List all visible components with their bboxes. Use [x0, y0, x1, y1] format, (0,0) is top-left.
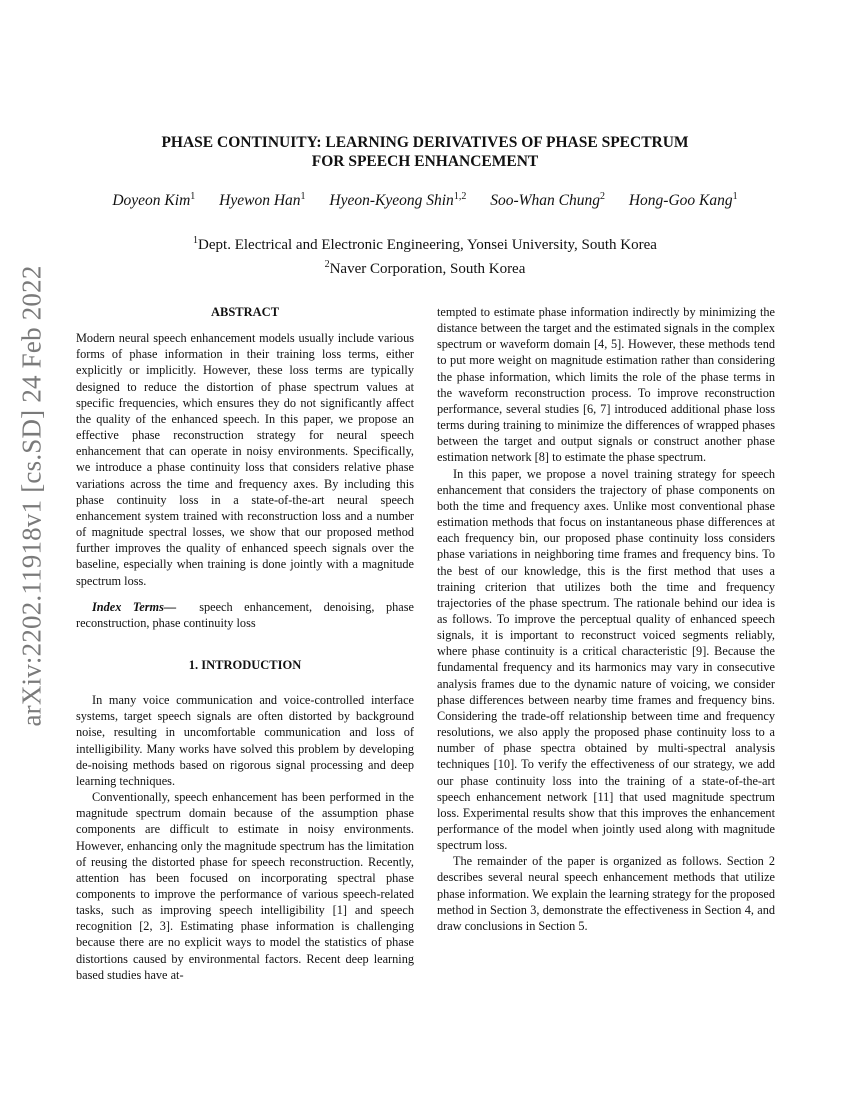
index-terms-label: Index Terms—: [92, 599, 177, 614]
abstract-text: Modern neural speech enhancement models usually include various forms of phase information in their training loss terms, either explicitly or implicitly. However, these loss terms are typically designed to reduce the distortion of phase spectrum values at specific frequencies, which ensures they do not significantly affect the quality of the enhanced speech. In this paper, we propose an effective phase reconstruction strategy for neural speech enhancement that can operate in noisy environments. Specifically, we introduce a phase continuity loss that considers relative phase variations across the time and frequency axes. By including this phase continuity loss in a state-of-the-art neural speech enhancement system trained with reconstruction loss and a number of magnitude spectral losses, we show that our proposed method further improves the quality of enhanced speech signals over the baseline, especially when training is done jointly with a magnitude spectrum loss.: [76, 331, 414, 588]
affiliation: $^2$Naver Corporation, South Korea: [324, 259, 526, 277]
author: Hyewon Han$^1$: [219, 191, 306, 210]
paper-title: [0, 133, 850, 171]
abstract-heading: ABSTRACT: [210, 305, 280, 319]
arxiv-identifier: arXiv:2202.11918v1 [cs.SD] 24 Feb 2022: [16, 265, 47, 727]
author: Doyeon Kim$^1$: [112, 191, 196, 210]
title-line-1: PHASE CONTINUITY: LEARNING DERIVATIVES OF PHASE SPECTRUM: [161, 134, 689, 151]
paragraph: tempted to estimate phase information indirectly by minimizing the distance between the target and the estimated signals in the complex spectrum or waveform domain [4, 5]. However, these methods tend to put more weight on magnitude estimation rather than considering the phase information, which limits the role of the phase terms in the waveform reconstruction process. To improve reconstruction performance, several studies [6, 7] introduced additional phase loss terms during training to minimize the differences of wrapped phases between the target and output signals or construct another phase estimation network [8] to estimate the phase spectrum.: [437, 305, 775, 465]
paragraph: In many voice communication and voice-controlled interface systems, target speech signals are often distorted by background noise, resulting in uncomfortable communication and loss of intelligibility. Many works have solved this problem by developing de-noising methods based on rigorous signal processing and deep learning techniques.: [76, 693, 414, 788]
right-column: [437, 304, 775, 934]
introduction-heading: 1. INTRODUCTION: [188, 657, 302, 672]
affiliation: $^1$Dept. Electrical and Electronic Engineering, Yonsei University, South Korea: [193, 235, 657, 253]
author-list: [0, 191, 850, 210]
left-column: [76, 304, 414, 983]
arxiv-sidebar: [6, 265, 58, 727]
affiliations: [0, 231, 850, 279]
paragraph: The remainder of the paper is organized as follows. Section 2 describes several neural speech enhancement methods that utilize phase information. We explain the learning strategy for the proposed method in Section 3, demonstrate the effectiveness in Section 4, and draw conclusions in Section 5.: [437, 854, 775, 933]
author: Soo-Whan Chung$^2$: [490, 191, 605, 210]
paragraph: Conventionally, speech enhancement has been performed in the magnitude spectrum domain because of the assumption phase components are difficult to estimate in noisy environments. However, enhancing only the magnitude spectrum has the limitation of reusing the distorted phase for speech reconstruction. Recently, attention has been focused on incorporating spectral phase components to improve the performance of various speech-related tasks, such as improving speech intelligibility [1] and speech recognition [2, 3]. Estimating phase information is challenging because there are no explicit ways to model the statistics of phase distortions caused by environmental factors. Recent deep learning based studies have at-: [76, 790, 414, 982]
author: Hong-Goo Kang$^1$: [628, 191, 738, 210]
paragraph: In this paper, we propose a novel training strategy for speech enhancement that considers the trajectory of phase components on both the time and frequency axes. Unlike most conventional phase estimation methods that focus on instantaneous phase differences at each frequency bin, our proposed phase continuity loss considers phase variations in neighboring time frames and frequency bins. To the best of our knowledge, this is the first method that uses a training criterion that utilizes both the time and frequency trajectories of the phase spectrum. The rationale behind our idea is as follows. To improve the perceptual quality of enhanced speech signals, it is important to reconstruct voiced segments reliably, where phase continuity is a critical characteristic [9]. Because the fundamental frequency and its harmonics may vary in consecutive analysis frames due to the dynamic nature of voicing, we consider phase differences between nearby time frames and frequency bins. Considering the trade-off relationship between time and frequency resolutions, we also apply the proposed phase continuity loss to a number of phase spectra obtained by multi-spectral analysis techniques [10]. To verify the effectiveness of our strategy, we add our phase continuity loss into the training of a state-of-the-art speech enhancement network [11] that used magnitude spectrum loss. Experimental results show that this improves the enhancement performance of the model when jointly used along with magnitude spectrum loss.: [437, 466, 775, 853]
title-line-2: FOR SPEECH ENHANCEMENT: [311, 153, 539, 170]
index-terms: Index Terms— speech enhancement, denoising, phase reconstruction, phase continuity loss: [76, 599, 414, 630]
author: Hyeon-Kyeong Shin$^{1,2}$: [329, 191, 467, 210]
